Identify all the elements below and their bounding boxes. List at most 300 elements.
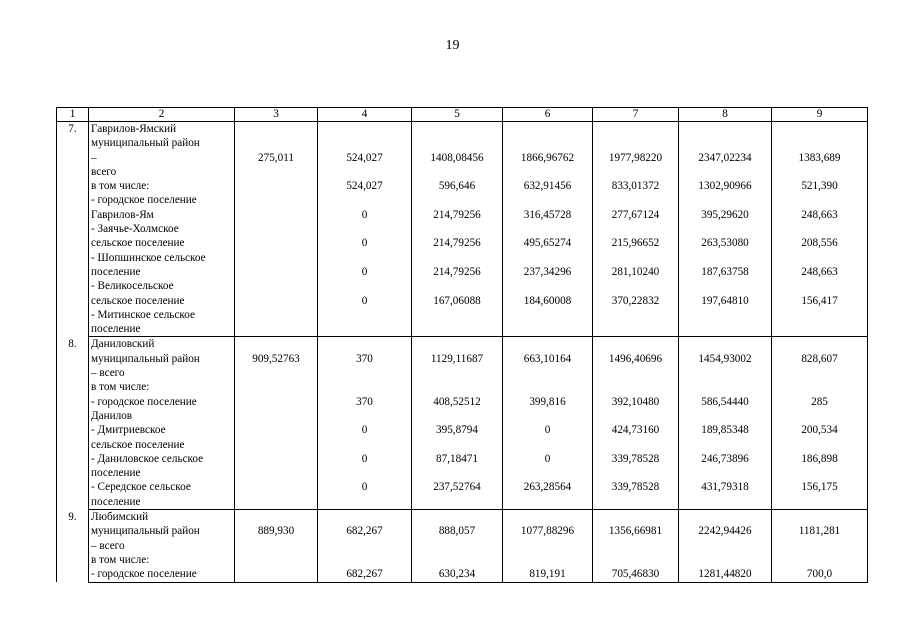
- value-cell: [679, 308, 772, 337]
- value-cell: [412, 395, 503, 424]
- value-cell: [318, 423, 412, 452]
- value-text: [681, 308, 769, 322]
- value-cell: [412, 337, 503, 380]
- territory-label: [89, 308, 235, 337]
- territory-label: [89, 122, 235, 180]
- value-text: 215,96652: [611, 237, 660, 250]
- value-cell: [593, 380, 679, 394]
- value-text: 399,816: [529, 395, 566, 408]
- label-line: сельское поселение: [91, 438, 185, 451]
- label-line: сельское поселение: [91, 237, 185, 250]
- value-cell: [412, 251, 503, 280]
- label-line: - городское поселение: [91, 194, 197, 207]
- value-text: 248,663: [801, 208, 838, 221]
- value-text: [237, 480, 315, 494]
- value-cell: [235, 380, 318, 394]
- value-text: 370: [356, 395, 373, 408]
- label-line: - Митинское сельское: [91, 308, 195, 321]
- value-text: 184,60008: [523, 294, 572, 307]
- value-cell: [235, 193, 318, 222]
- label-line: муниципальный район: [91, 352, 200, 365]
- value-text: 237,34296: [523, 265, 572, 278]
- value-text: 663,10164: [523, 352, 572, 365]
- value-cell: [503, 553, 593, 567]
- value-cell: [318, 395, 412, 424]
- value-cell: [593, 480, 679, 509]
- label-line: – всего: [91, 367, 125, 380]
- territory-label: [89, 423, 235, 452]
- value-text: 1866,96762: [520, 151, 575, 164]
- value-text: 248,663: [801, 265, 838, 278]
- territory-label: [89, 452, 235, 481]
- value-text: [774, 553, 865, 567]
- value-cell: [235, 279, 318, 308]
- value-text: 156,175: [801, 481, 838, 494]
- value-cell: [679, 193, 772, 222]
- value-cell: [503, 337, 593, 380]
- value-text: 495,65274: [523, 237, 572, 250]
- value-text: 263,53080: [701, 237, 749, 250]
- column-header: 3: [235, 108, 318, 122]
- value-text: 586,54440: [701, 395, 749, 408]
- value-text: 187,63758: [701, 265, 749, 278]
- value-text: 200,534: [801, 424, 838, 437]
- label-line: - городское поселение: [91, 568, 197, 581]
- label-line: - Середское сельское: [91, 481, 191, 494]
- value-text: 1383,689: [798, 151, 841, 164]
- value-cell: [503, 452, 593, 481]
- label-line: Даниловский: [91, 338, 155, 351]
- table-row: [57, 553, 868, 567]
- column-header: 2: [89, 108, 235, 122]
- value-cell: [412, 452, 503, 481]
- value-text: 1281,44820: [698, 568, 752, 581]
- value-cell: [772, 480, 868, 509]
- column-header: 9: [772, 108, 868, 122]
- territory-label: [89, 251, 235, 280]
- value-cell: [679, 452, 772, 481]
- value-cell: [593, 510, 679, 553]
- value-text: 167,06088: [433, 294, 481, 307]
- value-cell: [318, 222, 412, 251]
- value-text: 214,79256: [433, 265, 481, 278]
- value-cell: [593, 452, 679, 481]
- label-line: муниципальный район: [91, 525, 200, 538]
- column-header: 6: [503, 108, 593, 122]
- value-cell: [503, 308, 593, 337]
- value-text: [595, 380, 676, 394]
- value-cell: [679, 423, 772, 452]
- territory-label: [89, 179, 235, 193]
- value-cell: [593, 337, 679, 380]
- label-line: Гаврилов-Ямский: [91, 123, 177, 135]
- territory-label: [89, 480, 235, 509]
- value-cell: [235, 553, 318, 567]
- value-cell: [679, 179, 772, 193]
- table-row: [57, 567, 868, 582]
- table-row: [57, 510, 868, 553]
- value-cell: [318, 480, 412, 509]
- label-line: - Дмитриевское: [91, 424, 166, 437]
- value-text: 0: [361, 294, 368, 307]
- value-text: [505, 380, 590, 394]
- table-row: [57, 251, 868, 280]
- value-text: [414, 308, 500, 322]
- label-line: Данилов: [91, 409, 133, 422]
- label-line: в том числе:: [91, 553, 150, 566]
- value-text: 1077,88296: [520, 525, 575, 538]
- table-row: [57, 395, 868, 424]
- value-cell: [503, 423, 593, 452]
- value-cell: [593, 179, 679, 193]
- value-text: [774, 308, 865, 322]
- territory-label: [89, 380, 235, 394]
- value-cell: [503, 279, 593, 308]
- value-text: 392,10480: [611, 395, 660, 408]
- value-text: 275,011: [258, 151, 294, 164]
- value-text: 682,267: [346, 525, 383, 538]
- column-header: 5: [412, 108, 503, 122]
- value-text: 431,79318: [701, 481, 749, 494]
- value-text: [414, 380, 500, 394]
- value-text: 189,85348: [701, 424, 749, 437]
- table-row: [57, 222, 868, 251]
- territory-label: [89, 279, 235, 308]
- value-text: [320, 380, 409, 394]
- label-line: Гаврилов-Ям: [91, 208, 154, 221]
- value-text: 1408,08456: [430, 151, 484, 164]
- value-text: 521,390: [801, 180, 838, 193]
- value-text: 214,79256: [433, 208, 481, 221]
- label-line: - Великосельское: [91, 280, 174, 293]
- value-text: [505, 553, 590, 567]
- value-cell: [593, 395, 679, 424]
- label-line: поселение: [91, 265, 141, 278]
- value-text: 281,10240: [611, 265, 660, 278]
- value-text: [237, 452, 315, 466]
- value-cell: [235, 510, 318, 553]
- row-number: 9.: [57, 510, 89, 582]
- row-number: 7.: [57, 122, 89, 337]
- value-cell: [412, 122, 503, 180]
- value-cell: [679, 553, 772, 567]
- column-header: 1: [57, 108, 89, 122]
- value-cell: [593, 567, 679, 582]
- label-line: муниципальный район: [91, 137, 200, 150]
- value-text: 1129,11687: [430, 352, 484, 365]
- value-text: 0: [544, 424, 551, 437]
- value-text: 705,46830: [611, 568, 660, 581]
- value-text: [237, 567, 315, 581]
- value-text: 395,8794: [436, 424, 478, 437]
- value-text: 156,417: [801, 294, 838, 307]
- value-cell: [412, 480, 503, 509]
- territory-label: [89, 510, 235, 553]
- value-text: [681, 553, 769, 567]
- label-line: - Заячье-Холмское: [91, 223, 179, 236]
- value-cell: [772, 179, 868, 193]
- value-cell: [235, 251, 318, 280]
- value-text: 630,234: [438, 568, 476, 581]
- value-cell: [679, 510, 772, 553]
- value-cell: [318, 553, 412, 567]
- value-text: 700,0: [806, 568, 833, 581]
- value-cell: [318, 179, 412, 193]
- label-line: поселение: [91, 495, 141, 508]
- value-cell: [772, 193, 868, 222]
- value-text: [320, 308, 409, 322]
- value-cell: [503, 480, 593, 509]
- table-row: [57, 423, 868, 452]
- value-text: 524,027: [346, 151, 383, 164]
- value-text: 186,898: [801, 452, 838, 465]
- value-cell: [412, 423, 503, 452]
- value-text: 1454,93002: [698, 352, 752, 365]
- territory-label: [89, 553, 235, 567]
- page-number: 19: [445, 38, 460, 53]
- value-text: 2242,94426: [698, 525, 752, 538]
- value-text: 889,930: [257, 525, 295, 538]
- value-text: [237, 423, 315, 437]
- table-row: [57, 279, 868, 308]
- label-line: Любимский: [91, 511, 149, 524]
- value-text: 339,78528: [611, 481, 660, 494]
- value-cell: [318, 193, 412, 222]
- value-cell: [235, 308, 318, 337]
- value-cell: [412, 179, 503, 193]
- table-row: [57, 337, 868, 380]
- territory-label: [89, 395, 235, 424]
- label-line: - городское поселение: [91, 395, 197, 408]
- value-cell: [679, 337, 772, 380]
- value-cell: [235, 567, 318, 582]
- value-cell: [593, 308, 679, 337]
- value-cell: [679, 395, 772, 424]
- value-cell: [318, 308, 412, 337]
- value-text: 285: [811, 395, 828, 408]
- value-text: [237, 179, 315, 193]
- label-line: всего: [91, 165, 117, 178]
- value-text: 1496,40696: [608, 352, 663, 365]
- value-cell: [503, 567, 593, 582]
- row-number: 8.: [57, 337, 89, 510]
- value-cell: [679, 222, 772, 251]
- value-text: [237, 208, 315, 222]
- value-text: 0: [361, 237, 368, 250]
- table-row: [57, 122, 868, 180]
- value-cell: [593, 122, 679, 180]
- value-cell: [679, 279, 772, 308]
- value-text: 87,18471: [436, 452, 478, 465]
- value-text: [237, 395, 315, 409]
- value-cell: [318, 567, 412, 582]
- label-line: сельское поселение: [91, 294, 185, 307]
- territory-label: [89, 337, 235, 380]
- value-cell: [772, 251, 868, 280]
- value-cell: [772, 308, 868, 337]
- value-text: 277,67124: [611, 208, 660, 221]
- value-cell: [679, 122, 772, 180]
- value-text: 0: [361, 208, 368, 221]
- label-line: – всего: [91, 539, 125, 552]
- value-cell: [235, 337, 318, 380]
- table-row: [57, 380, 868, 394]
- value-cell: [772, 395, 868, 424]
- territory-label: [89, 193, 235, 222]
- value-cell: [679, 380, 772, 394]
- value-cell: [235, 423, 318, 452]
- label-line: –: [91, 151, 97, 164]
- value-text: [237, 236, 315, 250]
- value-text: 888,057: [438, 525, 476, 538]
- value-cell: [412, 567, 503, 582]
- value-text: 395,29620: [701, 208, 749, 221]
- value-text: 370,22832: [611, 294, 660, 307]
- value-text: 632,91456: [523, 180, 572, 193]
- value-text: 339,78528: [611, 452, 660, 465]
- value-cell: [593, 553, 679, 567]
- value-text: 408,52512: [433, 395, 481, 408]
- table-row: [57, 480, 868, 509]
- value-cell: [503, 510, 593, 553]
- value-text: [774, 380, 865, 394]
- table-row: [57, 193, 868, 222]
- value-text: 316,45728: [523, 208, 572, 221]
- table-row: [57, 179, 868, 193]
- value-text: [237, 294, 315, 308]
- value-cell: [318, 279, 412, 308]
- value-cell: [772, 279, 868, 308]
- value-text: 819,191: [529, 568, 566, 581]
- value-text: 237,52764: [433, 481, 481, 494]
- column-header: 4: [318, 108, 412, 122]
- value-cell: [412, 222, 503, 251]
- value-cell: [412, 193, 503, 222]
- value-cell: [772, 553, 868, 567]
- value-cell: [318, 380, 412, 394]
- value-cell: [412, 380, 503, 394]
- value-cell: [772, 452, 868, 481]
- value-cell: [772, 567, 868, 582]
- value-cell: [503, 395, 593, 424]
- label-line: поселение: [91, 467, 141, 480]
- value-cell: [679, 251, 772, 280]
- budget-table: [56, 107, 868, 583]
- value-cell: [235, 452, 318, 481]
- territory-label: [89, 222, 235, 251]
- value-cell: [593, 251, 679, 280]
- value-cell: [235, 222, 318, 251]
- value-text: [237, 308, 315, 322]
- value-cell: [772, 423, 868, 452]
- value-cell: [679, 567, 772, 582]
- value-text: 246,73896: [701, 452, 749, 465]
- value-cell: [503, 179, 593, 193]
- value-cell: [318, 337, 412, 380]
- value-cell: [412, 308, 503, 337]
- value-text: 197,64810: [701, 294, 749, 307]
- label-line: в том числе:: [91, 180, 150, 193]
- value-cell: [318, 452, 412, 481]
- column-header: 8: [679, 108, 772, 122]
- value-text: 208,556: [801, 237, 838, 250]
- column-header: 7: [593, 108, 679, 122]
- label-line: поселение: [91, 323, 141, 336]
- value-text: 1181,281: [798, 525, 841, 538]
- value-text: 828,607: [801, 352, 838, 365]
- column-header-row: [57, 108, 868, 122]
- label-line: в том числе:: [91, 381, 150, 394]
- value-text: 1356,66981: [608, 525, 663, 538]
- table-row: [57, 308, 868, 337]
- value-cell: [503, 251, 593, 280]
- value-cell: [318, 510, 412, 553]
- value-text: 214,79256: [433, 237, 481, 250]
- value-text: [237, 265, 315, 279]
- value-cell: [318, 122, 412, 180]
- value-text: [237, 380, 315, 394]
- value-text: [237, 553, 315, 567]
- value-cell: [318, 251, 412, 280]
- table-row: [57, 452, 868, 481]
- value-cell: [235, 395, 318, 424]
- value-cell: [235, 179, 318, 193]
- value-text: 2347,02234: [698, 151, 752, 164]
- label-line: - Даниловское сельское: [91, 452, 204, 465]
- value-text: 0: [361, 265, 368, 278]
- label-line: - Шопшинское сельское: [91, 251, 206, 264]
- value-cell: [235, 122, 318, 180]
- value-cell: [235, 480, 318, 509]
- value-cell: [412, 553, 503, 567]
- value-cell: [593, 222, 679, 251]
- value-text: 833,01372: [611, 180, 660, 193]
- value-text: 1302,90966: [698, 180, 752, 193]
- value-cell: [503, 122, 593, 180]
- value-text: [595, 553, 676, 567]
- value-text: 370: [356, 352, 373, 365]
- value-text: 909,52763: [252, 352, 300, 365]
- value-cell: [593, 193, 679, 222]
- value-text: 524,027: [346, 180, 383, 193]
- value-cell: [412, 510, 503, 553]
- value-text: 0: [544, 452, 551, 465]
- value-cell: [772, 380, 868, 394]
- value-cell: [772, 222, 868, 251]
- value-cell: [503, 380, 593, 394]
- value-text: [595, 308, 676, 322]
- value-cell: [593, 423, 679, 452]
- value-text: 682,267: [346, 568, 383, 581]
- territory-label: [89, 567, 235, 582]
- value-cell: [772, 122, 868, 180]
- value-text: [414, 553, 500, 567]
- value-cell: [503, 193, 593, 222]
- value-cell: [772, 337, 868, 380]
- value-text: [505, 308, 590, 322]
- value-cell: [679, 480, 772, 509]
- value-cell: [503, 222, 593, 251]
- value-text: 263,28564: [523, 481, 572, 494]
- value-text: 0: [361, 452, 368, 465]
- value-cell: [772, 510, 868, 553]
- value-text: [320, 553, 409, 567]
- value-text: 0: [361, 424, 368, 437]
- value-cell: [412, 279, 503, 308]
- value-text: [681, 380, 769, 394]
- value-text: 1977,98220: [608, 151, 663, 164]
- value-cell: [593, 279, 679, 308]
